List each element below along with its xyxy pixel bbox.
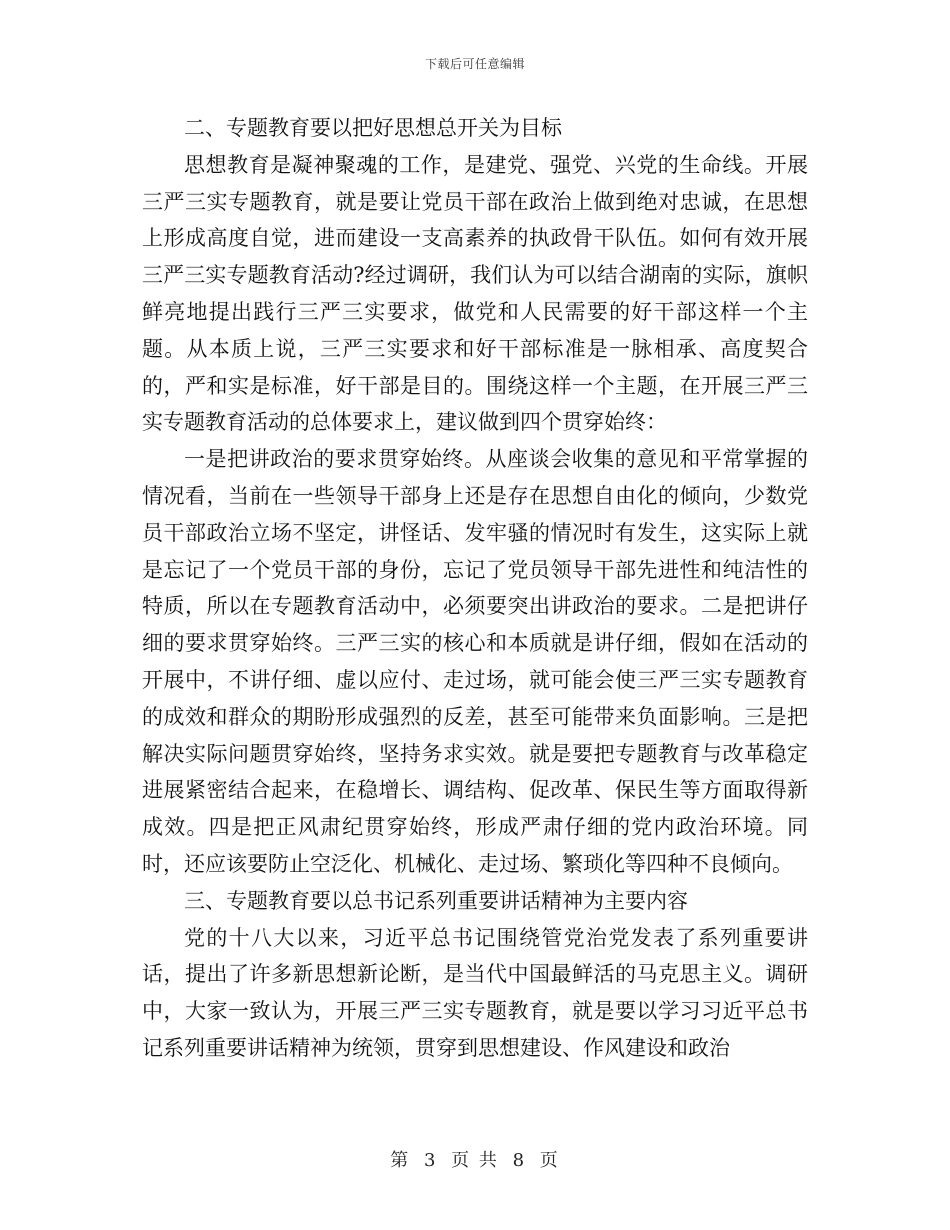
section-heading-3: 三、专题教育要以总书记系列重要讲话精神为主要内容 <box>184 888 688 913</box>
document-body <box>142 110 808 1067</box>
paragraph-3: 党的十八大以来，习近平总书记围绕管党治党发表了系列重要讲话，提出了许多新思想新论断，是当代中国最鲜活的马克思主义。调研中，大家一致认为，开展三严三实专题教育，就是要以学习习近平总书记系列重要讲话精神为统领，贯穿到思想建设、作风建设和政治 <box>142 925 808 1060</box>
paragraph-1: 思想教育是凝神聚魂的工作，是建党、强党、兴党的生命线。开展三严三实专题教育，就是要让党员干部在政治上做到绝对忠诚，在思想上形成高度自觉，进而建设一支高素养的执政骨干队伍。如何有效开展三严三实专题教育活动?经过调研，我们认为可以结合湖南的实际，旗帜鲜亮地提出践行三严三实要求，做党和人民需要的好干部这样一个主题。从本质上说，三严三实要求和好干部标准是一脉相承、高度契合的，严和实是标准，好干部是目的。围绕这样一个主题，在开展三严三实专题教育活动的总体要求上，建议做到四个贯穿始终： <box>142 152 808 435</box>
footer-total-pages: 8 <box>512 1150 527 1171</box>
footer-middle: 页 共 <box>451 1150 499 1171</box>
page-footer <box>0 1146 950 1172</box>
footer-suffix: 页 <box>539 1150 560 1171</box>
page-header: 下载后可任意编辑 <box>424 57 525 71</box>
footer-prefix: 第 <box>390 1150 411 1171</box>
section-heading-2: 二、专题教育要以把好思想总开关为目标 <box>184 116 562 140</box>
footer-page-number: 3 <box>423 1150 438 1171</box>
paragraph-2: 一是把讲政治的要求贯穿始终。从座谈会收集的意见和平常掌握的情况看，当前在一些领导干部身上还是存在思想自由化的倾向，少数党员干部政治立场不坚定，讲怪话、发牢骚的情况时有发生，这实际上就是忘记了一个党员干部的身份，忘记了党员领导干部先进性和纯洁性的特质，所以在专题教育活动中，必须要突出讲政治的要求。二是把讲仔细的要求贯穿始终。三严三实的核心和本质就是讲仔细，假如在活动的开展中，不讲仔细、虚以应付、走过场，就可能会使三严三实专题教育的成效和群众的期盼形成强烈的反差，甚至可能带来负面影响。三是把解决实际问题贯穿始终，坚持务求实效。就是要把专题教育与改革稳定进展紧密结合起来，在稳增长、调结构、促改革、保民生等方面取得新成效。四是把正风肃纪贯穿始终，形成严肃仔细的党内政治环境。同时，还应该要防止空泛化、机械化、走过场、繁琐化等四种不良倾向。 <box>142 447 808 876</box>
